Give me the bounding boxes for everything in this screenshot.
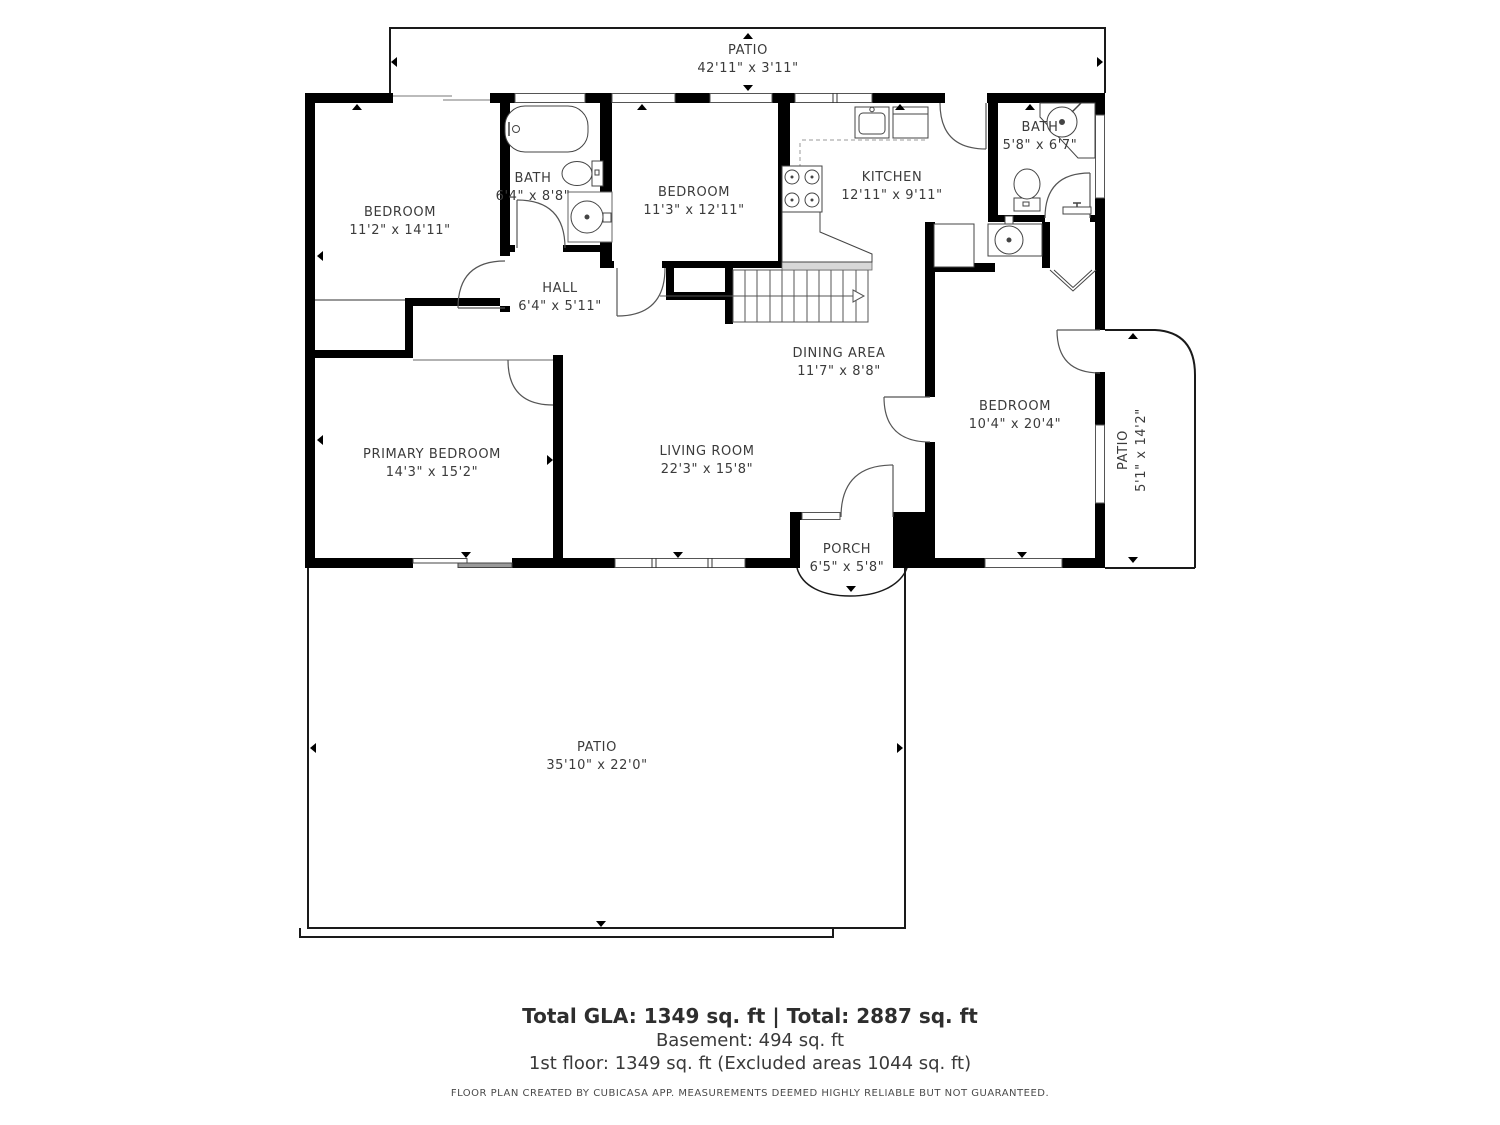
room-label-bedroom-right [969,398,1062,434]
room-dims: 6'4" x 8'8" [495,189,571,204]
toilet-icon [1014,169,1040,211]
room-name: BATH [1021,120,1059,135]
room-name: PRIMARY BEDROOM [363,447,501,462]
basement-area: Basement: 494 sq. ft [655,1030,845,1051]
room-name: PATIO [728,43,768,58]
room-name: PATIO [1116,430,1131,470]
entry-fixtures [934,216,1096,291]
bar-counter [782,212,872,262]
room-name: LIVING ROOM [659,444,755,459]
room-name: KITCHEN [861,170,923,185]
room-label-primary-bedroom [363,446,501,482]
room-dims: 5'1" x 14'2" [1134,408,1149,492]
room-name: BATH [514,171,552,186]
bar-counter-edge [782,262,872,270]
room-dims: 42'11" x 3'11" [697,61,799,76]
stove-icon [782,166,822,212]
room-dims: 35'10" x 22'0" [546,758,648,773]
door-arc-primary [508,360,553,405]
total-area-summary: Total GLA: 1349 sq. ft | Total: 2887 sq. ft [522,1004,978,1028]
sliding-door [413,558,512,568]
room-label-patio-top [697,42,798,78]
room-dims: 5'8" x 6'7" [1002,138,1078,153]
patio-bottom-step [300,928,833,937]
door-arc-bedroom-right [884,397,930,442]
room-dims: 14'3" x 15'2" [385,465,479,480]
first-floor-area: 1st floor: 1349 sq. ft (Excluded areas 1044 sq. ft) [528,1053,972,1074]
room-dims: 11'3" x 12'11" [643,203,745,218]
dishwasher-icon [893,107,928,138]
walls [305,93,1105,568]
room-name: HALL [542,281,578,296]
room-dims: 11'7" x 8'8" [797,364,881,379]
room-name: BEDROOM [363,205,437,220]
door-arc-patio-door [1057,330,1100,373]
room-dims: 11'2" x 14'11" [349,223,451,238]
room-name: PORCH [822,542,872,557]
room-name: BEDROOM [978,399,1052,414]
room-label-patio-right [1115,408,1151,492]
kitchen-sink-icon [855,107,889,138]
bath-sink-icon [568,192,612,242]
door-arc-back-door [940,103,986,149]
room-name: DINING AREA [792,346,886,361]
room-dims: 6'5" x 5'8" [809,560,885,575]
room-dims: 6'4" x 5'11" [518,299,602,314]
counter [934,224,974,267]
room-label-hall [518,280,602,316]
room-name: BEDROOM [657,185,731,200]
room-dims: 12'11" x 9'11" [841,188,943,203]
door-arc-bath-main [517,200,565,248]
patio-outlines [300,28,1195,937]
room-dims: 10'4" x 20'4" [968,417,1062,432]
room-label-porch [810,541,885,577]
disclaimer-text: FLOOR PLAN CREATED BY CUBICASA APP. MEASUREMENTS DEEMED HIGHLY RELIABLE BUT NOT GUARANTEED. [450,1088,1050,1099]
room-label-dining-area [793,345,886,381]
tub-faucet-icon [513,126,520,133]
door-arc-front-door [841,465,893,517]
room-label-bedroom-left [349,204,450,240]
room-label-kitchen [841,169,942,205]
room-label-living-room [659,443,754,479]
room-label-bath-main [496,170,571,206]
room-label-bath-ensuite [1003,119,1078,155]
room-name: PATIO [577,740,617,755]
wall-faucet-icon [1063,203,1091,214]
room-label-bedroom-middle [643,184,744,220]
room-dims: 22'3" x 15'8" [660,462,754,477]
room-label-patio-bottom [546,739,647,775]
door-arc-bedroom-middle [617,268,665,316]
